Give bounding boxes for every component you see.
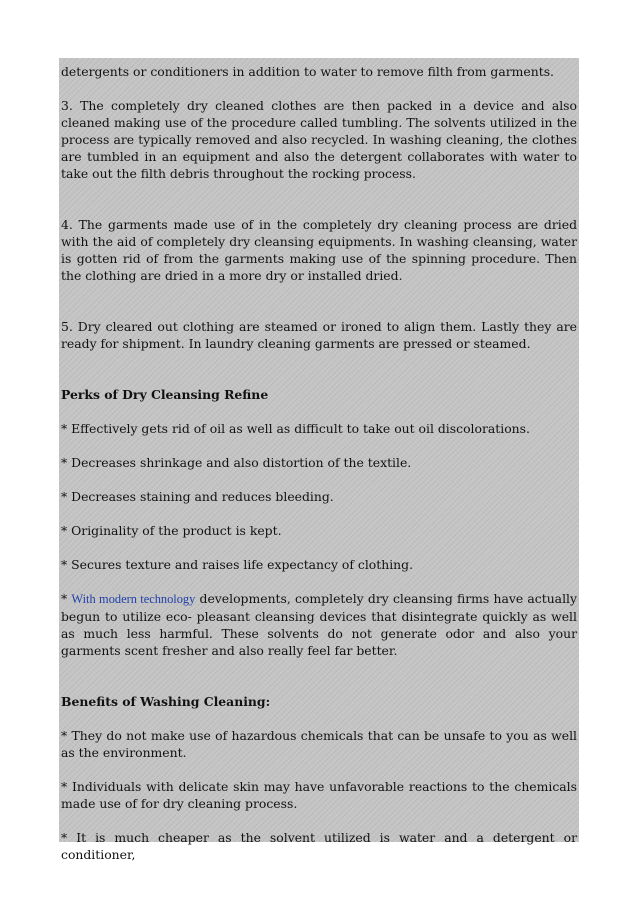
paragraph-step-3: 3. The completely dry cleaned clothes are then packed in a device and also cleaned making use of the procedure called tumbling. The solvents utilized in the process are typically removed and also recycled. In washing cleaning, the clothes are tumbled in an equipment and also the detergent collaborates with water to take out the filth debris throughout the rocking process. [61,98,577,181]
paragraph-step-5: 5. Dry cleared out clothing are steamed or ironed to align them. Lastly they are ready for shipment. In laundry cleaning garments are pressed or steamed. [61,319,577,351]
paragraph-continuation: detergents or conditioners in addition to water to remove filth from garments. [61,64,554,79]
heading-benefits: Benefits of Washing Cleaning: [61,694,271,709]
perk-item: * Originality of the product is kept. [61,523,282,538]
perk-item: * Decreases shrinkage and also distortion of the textile. [61,455,412,470]
benefit-item: * It is much cheaper as the solvent utilized is water and a detergent or conditioner, [61,830,577,862]
perk-item-technology [61,590,577,659]
perk-text: developments, completely dry cleansing firms have actually begun to utilize eco- pleasant cleansing devices that disintegrate quickly as well as much less harmful. These solvents do not generate odor and also your garments scent fresher and also really feel far better. [61,591,577,658]
benefit-item: * Individuals with delicate skin may have unfavorable reactions to the chemicals made use of for dry cleaning process. [61,779,577,811]
perk-item: * Effectively gets rid of oil as well as difficult to take out oil discolorations. [61,421,530,436]
paragraph-step-4: 4. The garments made use of in the completely dry cleaning process are dried with the aid of completely dry cleansing equipments. In washing cleansing, water is gotten rid of from the garments making use of the spinning procedure. Then the clothing are dried in a more dry or installed dried. [61,217,577,283]
heading-perks: Perks of Dry Cleansing Refine [61,387,269,402]
text-block [59,58,579,862]
benefit-item: * They do not make use of hazardous chemicals that can be unsafe to you as well as the environment. [61,728,577,760]
modern-technology-link[interactable]: With modern technology [71,592,196,606]
bullet-prefix: * [61,591,72,606]
perk-item: * Decreases staining and reduces bleeding. [61,489,334,504]
perk-item: * Secures texture and raises life expectancy of clothing. [61,557,414,572]
